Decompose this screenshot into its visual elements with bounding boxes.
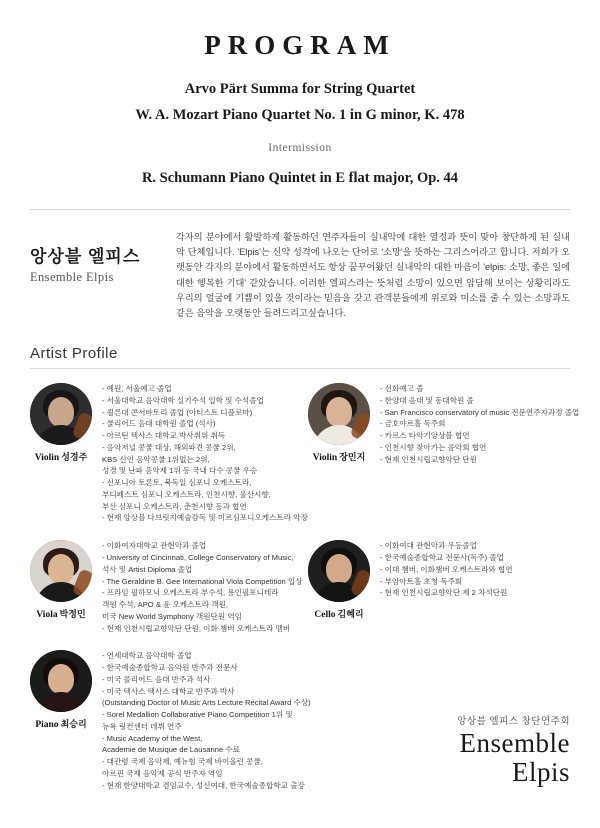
bio-line: - 한양대 음대 및 동대학원 졸 [380,395,474,405]
ensemble-name-en: Ensemble Elpis [30,270,114,284]
bio-line: 부디페스트 심포니 오케스트라, 인천시향, 울산시향, [102,489,271,499]
bio-line: - 미국 텍사스 텍사스 대학교 반주과 박사 [102,686,235,696]
bio-line: 석사 및 Artist Diploma 졸업 [102,564,193,574]
bio-line: - University of Cincinnati, College Conservatory of Music, [102,552,294,562]
bio-line: - 이대 챔버, 이화챔버 오케스트라와 협연 [380,564,513,574]
artist-instrument: Cello [314,610,336,621]
ensemble-description: 각자의 분야에서 활발하게 활동하던 연주자들이 실내악에 대한 열정과 뜻이 맞아 창단하게 된 실내악 단체입니다. 'Elpis'는 신약 성격에 나오는 단어로 '소망'을 뜻하는 그리스어라고 합니다. 저희가 오랫동안 각자의 분야에서 활동하면서도 항상 꿈꾸어왔던 실내악의 대한 마음이 'elpis: 소망, 좋은 일에 대한 행복한 기대' 같았습니다. 이러한 엘피스라는 뜻처럼 소망이 있으면 암담해 보이는 상황리라도 우리의 얼굴에 기쁨이 있을 것이라는 믿음을 갖고 관객분들에게 위로와 미소를 줄 수 있는 소망과도 같은 음악을 오랫동안 들려드리고싶습니다. [176,232,570,318]
bio-line: - 현재 인천시립교향악단 제 2 차석단원 [380,588,508,598]
artist-instrument: Violin [312,453,338,464]
avatar [308,383,370,445]
program-item: Arvo Pärt Summa for String Quartet [184,81,416,97]
avatar-wrap [308,540,370,620]
bio-line: - 예원, 서울예고 졸업 [102,384,172,394]
footer-logo-line1: Ensemble [459,728,570,759]
divider [30,209,570,210]
bio-line: - 쾰른대 콘서바토리 졸업 (아티스트 디플로마) [102,407,253,417]
ensemble-name [30,230,158,285]
avatar [30,383,92,445]
bio-line: - 신포니아 토론토, 북독일 심포니 오케스트라, [102,478,252,488]
bio-line: 뉴욕 링컨센터 데뷔 연주 [102,721,182,731]
bio-line: - 쿨리어드 음대 대학원 졸업 (석사) [102,419,216,429]
artist-card [30,650,311,791]
ensemble-intro [30,230,570,321]
footer-subtitle: 앙상블 엘피스 창단연주회 [457,716,570,728]
avatar [30,540,92,602]
bio-line: (Outstanding Doctor of Music Arts Lecture Recital Award 수상) [102,698,311,708]
bio-line: - 아르틴 텍사스 대학교 박사취위 취득 [102,431,226,441]
bio-line: - 연세대학교 음악대학 졸업 [102,651,192,661]
program-intermission: Intermission [268,142,332,154]
bio-line: Academie de Musique de Lausanne 수료 [102,745,240,755]
bio-line: - The Geraldine B. Gee International Viola Competition 입상 [102,576,303,586]
avatar-wrap [30,540,92,620]
bio-line: - 미국 콜리어드 음대 반주과 석사 [102,674,211,684]
artist-card [30,540,303,634]
bio-line: - 음악저널 콩쿨 대상, 해외파견 콩쿨 2위, [102,442,236,452]
footer-logo-line2: Elpis [511,756,570,787]
artist-label [30,450,92,463]
bio-line: 성경 및 난파 음악제 1위 등 국내 다수 콩쿨 우승 [102,466,258,476]
bio-line: - 선화예고 졸 [380,384,424,394]
bio-line: 아르핀 국제 음악제 공식 반주자 역임 [102,769,223,778]
bio-line: - 현재 앙상블 다브릿지예술감독 및 미르심포니오케스트라 악장 [102,513,308,523]
avatar-wrap [30,650,92,730]
artist-name: 성경주 [61,452,88,463]
artist-instrument: Piano [35,720,59,731]
avatar [30,650,92,712]
avatar-wrap [308,383,370,463]
artist-instrument: Viola [36,610,58,621]
bio-line: - 대관령 국제 음악제, 예뉴힘 국제 바이올린 콩쿨, [102,757,263,767]
avatar-wrap [30,383,92,463]
bio-line: - 현재 인천시립교향악단 단원, 이화 챔버 오케스트라 멤버 [102,623,291,633]
artist-label [308,607,370,620]
artist-bio [102,383,308,524]
page-title: PROGRAM [204,30,396,60]
bio-line: - 프라임 필하모닉 오케스트라 부수석, 용인필포니테라 [102,588,279,598]
artist-label [30,607,92,620]
artist-bio [380,540,570,599]
artist-profile-heading: Artist Profile [30,345,118,363]
footer-logo [457,713,570,786]
artist-name: 장민지 [339,452,366,463]
bio-line: - Sorel Medallion Collaborative Piano Competition 1위 및 [102,710,293,720]
artist-name: 김혜리 [337,609,364,620]
bio-line: 미국 New World Symphony 객원단원 역임 [102,611,242,621]
bio-line: - 부암아트홀 초청 독주회 [380,576,463,586]
avatar [308,540,370,602]
artist-card [308,383,580,524]
artist-bio [380,383,579,465]
bio-line: - 서울대학교 음악대학 실기수석 입학 및 수석졸업 [102,395,264,405]
ensemble-name-kr: 앙상블 엘피스 [30,247,141,266]
bio-line: 부산 심포니 오케스트라, 춘천시향 등과 협연 [102,501,247,511]
bio-line: 객원 수석, APO & 윤 오케스트라 객원, [102,600,229,610]
bio-line: - 한국예술종합학교 음악원 반주과 전문사 [102,663,238,673]
bio-line: - 한국예술종합학교 전문사(독주) 졸업 [380,552,504,562]
program-item: R. Schumann Piano Quintet in E flat major, Op. 44 [141,170,459,186]
bio-line: - Music Academy of the West, [102,733,203,743]
bio-line: - 이화여대 관현악과 우등졸업 [380,541,477,551]
artist-name: 최승리 [60,719,87,730]
bio-line: - 현재 한양대학교 겸임교수, 성신여대, 한국예술종합학교 출강 [102,780,305,790]
bio-line: - 카르스 타악기앙상블 협연 [380,431,470,441]
artist-bio [102,540,303,634]
artist-label [30,717,92,730]
bio-line: KBS 신인 음악콩쿨 1위없는 2위, [102,454,210,464]
artist-card [30,383,308,524]
bio-line: - 현재 인천시립교향악단 단원 [380,454,477,464]
bio-line: - 금호야르홀 독주회 [380,419,446,429]
section-divider [30,368,570,369]
artist-name: 박정민 [59,609,86,620]
artist-card [308,540,570,634]
artist-label [308,450,370,463]
bio-line: - 이화여자대학교 관현악과 졸업 [102,541,207,551]
bio-line: - 인천시향 찾아가는 음악회 협연 [380,442,487,452]
artist-bio [102,650,311,791]
program-item: W. A. Mozart Piano Quartet No. 1 in G minor, K. 478 [135,107,465,123]
bio-line: - San Francisco conservatory of music 전문연주자과정 졸업 [380,407,580,417]
program-list [30,81,570,187]
artist-instrument: Violin [34,453,60,464]
